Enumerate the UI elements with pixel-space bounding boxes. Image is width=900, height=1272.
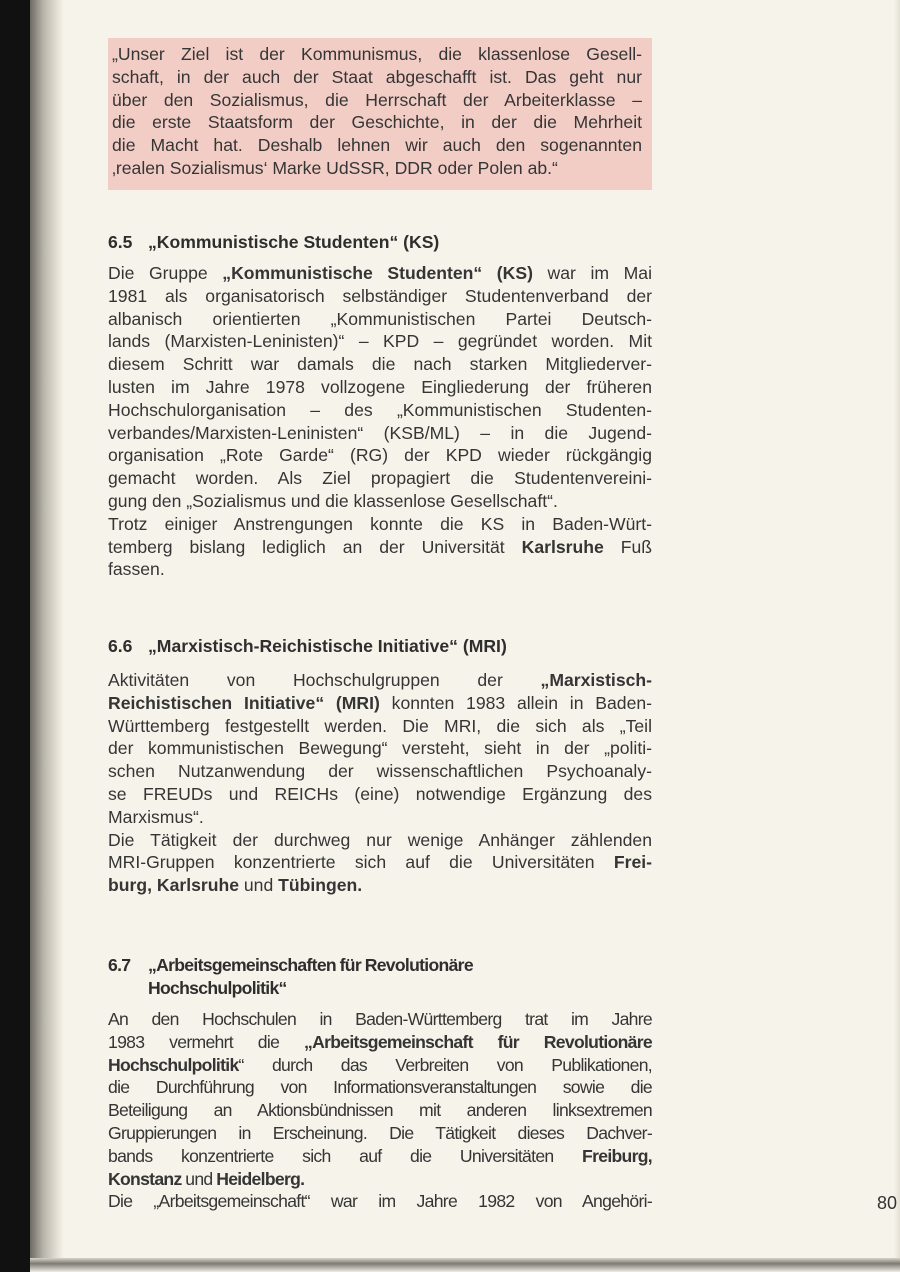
text-line [108,851,652,874]
text-line [108,1190,652,1213]
page-binding-gutter [30,0,64,1272]
text-span: temberg bislang lediglich an der Universität [108,536,522,557]
text-span: die Macht hat. Deshalb lehnen wir auch den sogenannten [112,135,642,156]
quote-text [112,43,642,180]
text-line [108,1145,652,1168]
bold-text: Reichistischen Initiative“ (MRI) [108,692,380,713]
text-span: der kommunistischen Bewegung“ versteht, sieht in der „politi- [108,738,652,759]
text-span: lusten im Jahre 1978 vollzogene Eingliederung der früheren [108,376,652,397]
text-span: lands (Marxisten-Leninisten)“ – KPD – gegründet worden. Mit [108,331,652,352]
text-span: “ durch das Verbreiten von Publikationen, [238,1054,652,1075]
bold-text: burg, Karlsruhe [108,875,239,896]
heading-line [108,231,652,254]
heading-gap [108,254,652,262]
bold-text: „Marxistisch- [540,670,652,690]
text-span: und [181,1168,217,1189]
heading-line [108,635,652,658]
text-line [108,1076,652,1099]
text-span: schaft, in der auch der Staat abgeschafft ist. Das geht nur [112,66,642,87]
text-span: konnten 1983 allein in Baden- [379,692,653,713]
text-line [108,783,652,806]
text-line [112,66,642,89]
text-line [108,1054,652,1077]
text-line [108,1099,652,1122]
text-span: Württemberg festgestellt werden. Die MRI, die sich als „Teil [108,715,652,736]
text-line [108,760,652,783]
bold-text: „Arbeitsgemeinschaft für Revolutionäre [303,1031,652,1052]
bold-text: Hochschulpolitik [108,1054,239,1075]
text-line [108,1122,652,1145]
text-span: 1981 als organisatorisch selbständiger Studentenverband der [108,285,652,306]
text-span: gemacht worden. Als Ziel propagiert die Studentenvereini- [108,468,652,489]
page-bottom-edge [30,1258,900,1272]
book-spine-shadow [0,0,30,1272]
text-line [108,692,652,715]
text-line [108,467,652,490]
paragraph [108,262,652,513]
bold-text: Frei- [613,852,652,873]
text-span: Aktivitäten von Hochschulgruppen der [108,670,541,690]
text-span: bands konzentrierte sich auf die Universitäten [108,1145,583,1166]
page-number: 80 [877,1193,898,1213]
text-line [108,308,652,331]
text-span: albanisch orientierten „Kommunistischen Partei Deutsch- [108,308,652,329]
text-line [108,536,652,559]
heading-gap [108,658,652,669]
text-line [108,1008,652,1031]
text-line [108,513,652,536]
paragraph [108,1008,652,1190]
text-line [108,376,652,399]
bold-text: Konstanz [108,1168,182,1189]
text-line [108,422,652,445]
text-span: MRI-Gruppen konzentrierte sich auf die Universitäten [108,852,614,873]
text-line [108,330,652,353]
text-span: Beteiligung an Aktionsbündnissen mit anderen linksextremen [108,1100,652,1121]
text-line [108,558,652,581]
text-line [108,1031,652,1054]
paragraph [108,513,652,581]
text-span: verbandes/Marxisten-Leninisten“ (KSB/ML) – in die Jugend- [108,422,652,443]
text-line [112,157,642,180]
section-number: 6.6 [108,636,133,656]
text-line [108,285,652,308]
section-number: 6.7 [108,955,131,975]
text-line [108,1168,652,1191]
text-line [108,669,652,692]
text-line [108,874,652,897]
text-span: diesem Schritt war damals die nach starken Mitgliederver- [108,354,652,375]
section-6-5 [108,231,652,581]
highlighted-quote-box [108,38,652,190]
text-span: war im Mai [532,263,652,283]
bold-text: Heidelberg. [216,1168,305,1189]
text-line [108,715,652,738]
section-title: Hochschulpolitik“ [148,978,287,998]
bold-text: Tübingen. [278,875,363,896]
text-span: die Durchführung von Informationsveranstaltungen sowie die [108,1077,652,1098]
section-title: „Marxistisch-Reichistische Initiative“ (MRI) [148,636,507,656]
paragraph [108,829,652,897]
section-heading [108,635,652,658]
text-span: schen Nutzanwendung der wissenschaftlichen Psychoanaly- [108,761,652,782]
text-span: se FREUDs und REICHs (eine) notwendige Ergänzung des [108,783,652,804]
paragraph [108,669,652,829]
section-heading [108,954,652,1000]
heading-line [108,977,652,1000]
heading-gap [108,1000,652,1008]
text-line [112,43,642,66]
text-line [112,134,642,157]
text-line [112,89,642,112]
text-line [108,444,652,467]
section-title: „Arbeitsgemeinschaften für Revolutionäre [148,955,473,975]
paragraph [108,1190,652,1213]
text-span: Die Gruppe [108,263,223,283]
section-6-7 [108,954,652,1213]
text-line [108,737,652,760]
section-title: „Kommunistische Studenten“ (KS) [148,232,440,252]
text-line [108,806,652,829]
text-line [108,262,652,285]
text-line [108,399,652,422]
text-span: Hochschulorganisation – des „Kommunistischen Studenten- [108,399,652,420]
text-line [108,490,652,513]
section-heading [108,231,652,254]
section-number: 6.5 [108,232,133,252]
heading-line [108,954,652,977]
text-line [108,829,652,852]
bold-text: „Kommunistische Studenten“ (KS) [222,263,533,283]
text-span: 1983 vermehrt die [108,1031,304,1052]
text-span: organisation „Rote Garde“ (RG) der KPD wieder rückgängig [108,445,652,466]
text-span: Fuß [603,536,652,557]
text-span: „Unser Ziel ist der Kommunismus, die klassenlose Gesell- [112,44,642,64]
text-span: Gruppierungen in Erscheinung. Die Tätigkeit dieses Dachver- [108,1122,652,1143]
bold-text: Freiburg, [582,1145,652,1166]
text-span: An den Hochschulen in Baden-Württemberg trat im Jahre [108,1009,652,1029]
text-span: und [239,875,279,896]
text-span: über den Sozialismus, die Herrschaft der Arbeiterklasse – [112,89,642,110]
text-span: ‚realen Sozialismus‘ Marke UdSSR, DDR oder Polen ab.“ [112,157,558,178]
bold-text: Karlsruhe [521,536,604,557]
text-span: Die Tätigkeit der durchweg nur wenige Anhänger zählenden [108,829,652,850]
text-line [112,111,642,134]
text-line [108,353,652,376]
page-edge [894,0,900,1272]
text-span: Die „Arbeitsgemeinschaft“ war im Jahre 1982 von Angehöri- [108,1191,652,1212]
text-span: die erste Staatsform der Geschichte, in der die Mehrheit [112,112,642,133]
section-6-6 [108,635,652,897]
text-span: Marxismus“. [108,806,204,827]
text-span: gung den „Sozialismus und die klassenlose Gesellschaft“. [108,490,558,511]
text-span: fassen. [108,559,165,580]
text-span: Trotz einiger Anstrengungen konnte die KS in Baden-Würt- [108,513,652,534]
